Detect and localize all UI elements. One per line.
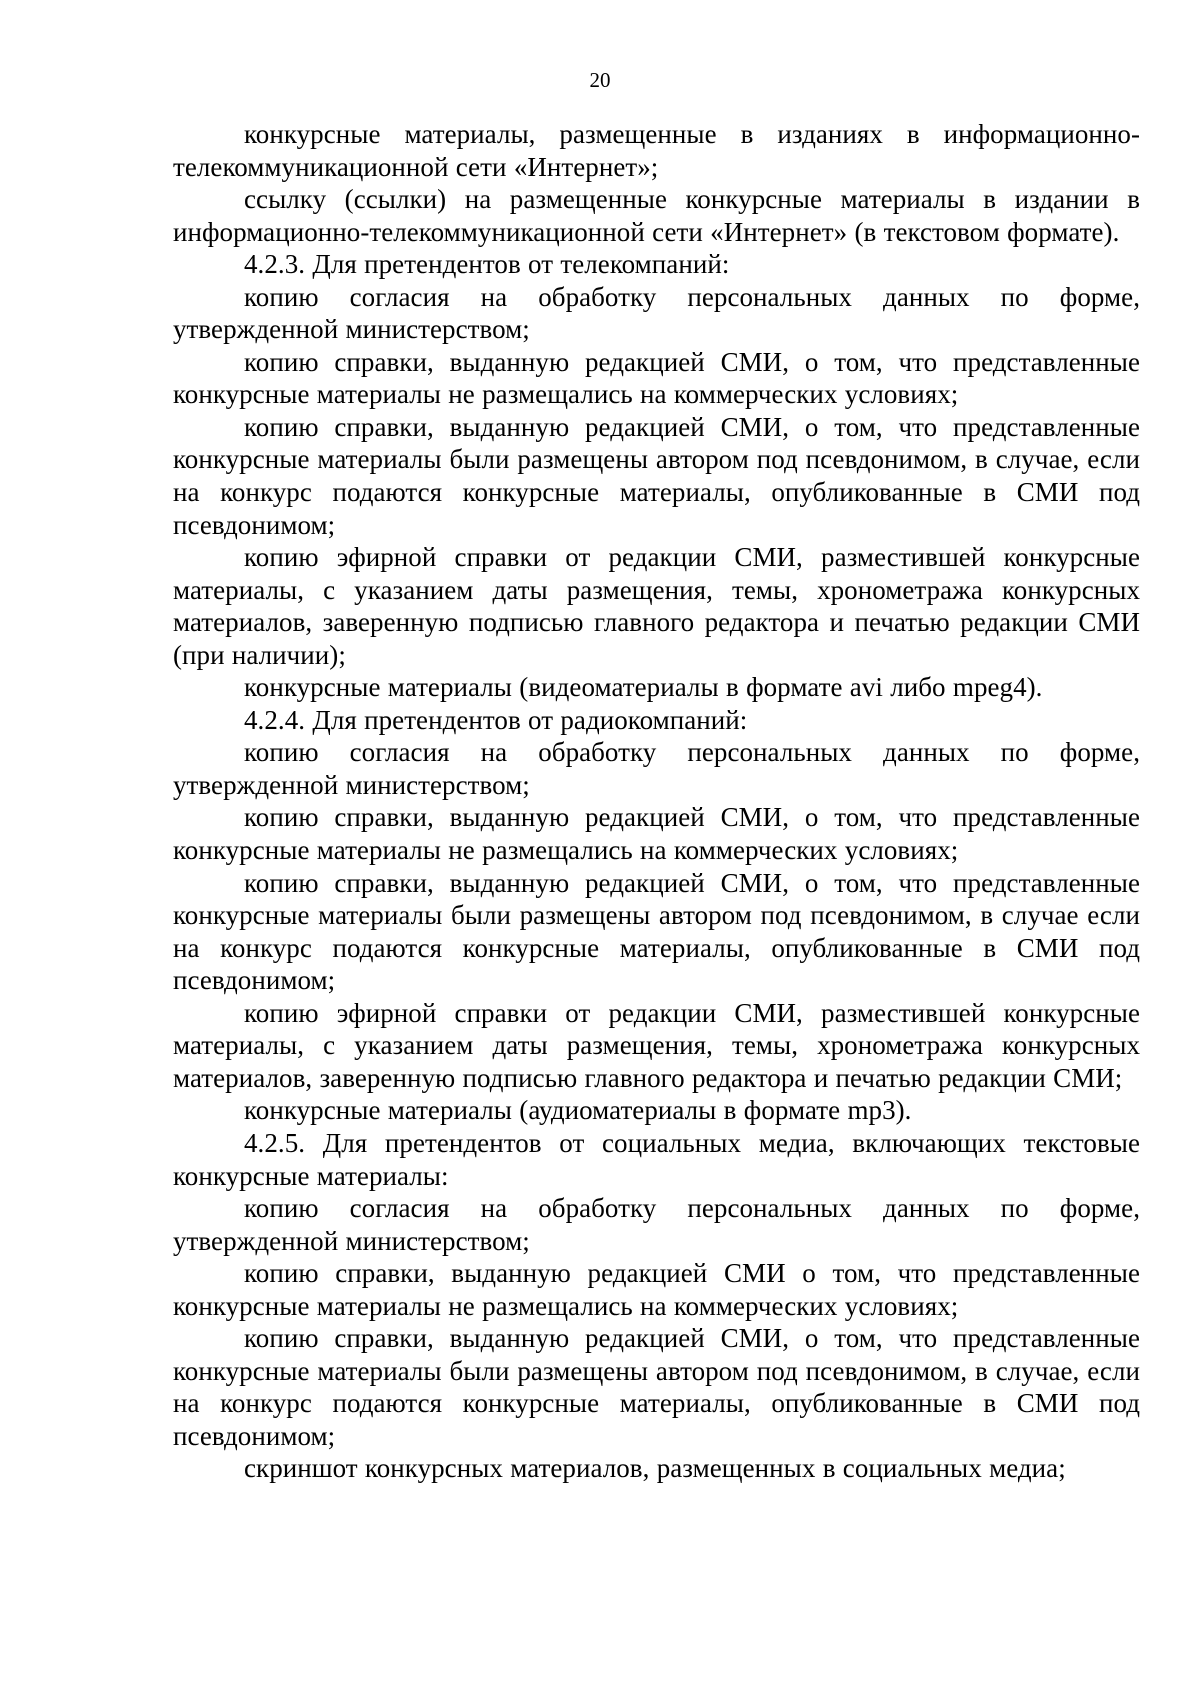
paragraph-video-materials: конкурсные материалы (видеоматериалы в формате avi либо mpeg4). bbox=[244, 672, 1043, 703]
section-heading-4-2-4: 4.2.4. Для претендентов от радиокомпаний: bbox=[244, 704, 748, 735]
paragraph-broadcast-certificate: копию эфирной справки от редакции СМИ, разместившей конкурсные материалы, с указанием даты размещения, темы, хронометража конкурсных материалов, заверенную подписью главного редактора и печатью редакции СМИ (при наличии); bbox=[173, 542, 1140, 670]
paragraph-published-materials: конкурсные материалы, размещенные в изданиях в информационно-телекоммуникационной сети «Интернет»; bbox=[173, 119, 1140, 182]
document-body bbox=[173, 118, 1140, 1485]
page-number: 20 bbox=[589, 68, 611, 92]
paragraph-links: ссылку (ссылки) на размещенные конкурсные материалы в издании в информационно-телекоммуникационной сети «Интернет» (в текстовом формате). bbox=[173, 184, 1140, 247]
paragraph-screenshot: скриншот конкурсных материалов, размещенных в социальных медиа; bbox=[244, 1453, 1066, 1484]
paragraph-broadcast-certificate: копию эфирной справки от редакции СМИ, разместившей конкурсные материалы, с указанием даты размещения, темы, хронометража конкурсных материалов, заверенную подписью главного редактора и печатью редакции СМИ; bbox=[173, 997, 1140, 1093]
paragraph-pseudonym-certificate: копию справки, выданную редакцией СМИ, о том, что представленные конкурсные материалы были размещены автором под псевдонимом, в случае, если на конкурс подаются конкурсные материалы, опубликованные в СМИ под псевдонимом; bbox=[173, 1323, 1140, 1451]
paragraph-noncommercial-certificate: копию справки, выданную редакцией СМИ о том, что представленные конкурсные материалы не размещались на коммерческих условиях; bbox=[173, 1258, 1140, 1321]
paragraph-noncommercial-certificate: копию справки, выданную редакцией СМИ, о том, что представленные конкурсные материалы не размещались на коммерческих условиях; bbox=[173, 346, 1140, 410]
section-heading-4-2-3: 4.2.3. Для претендентов от телекомпаний: bbox=[244, 249, 730, 280]
paragraph-pseudonym-certificate: копию справки, выданную редакцией СМИ, о том, что представленные конкурсные материалы были размещены автором под псевдонимом, в случае, если на конкурс подаются конкурсные материалы, опубликованные в СМИ под псевдонимом; bbox=[173, 411, 1140, 540]
section-heading-4-2-5: 4.2.5. Для претендентов от социальных медиа, включающих текстовые конкурсные материалы: bbox=[173, 1127, 1140, 1191]
paragraph-pseudonym-certificate: копию справки, выданную редакцией СМИ, о том, что представленные конкурсные материалы были размещены автором под псевдонимом, в случае если на конкурс подаются конкурсные материалы, опубликованные в СМИ под псевдонимом; bbox=[173, 867, 1140, 996]
paragraph-consent: копию согласия на обработку персональных данных по форме, утвержденной министерством; bbox=[173, 737, 1140, 800]
paragraph-audio-materials: конкурсные материалы (аудиоматериалы в формате mp3). bbox=[244, 1095, 912, 1126]
paragraph-consent: копию согласия на обработку персональных данных по форме, утвержденной министерством; bbox=[173, 281, 1140, 345]
paragraph-noncommercial-certificate: копию справки, выданную редакцией СМИ, о том, что представленные конкурсные материалы не размещались на коммерческих условиях; bbox=[173, 802, 1140, 866]
paragraph-consent: копию согласия на обработку персональных данных по форме, утвержденной министерством; bbox=[173, 1193, 1140, 1256]
